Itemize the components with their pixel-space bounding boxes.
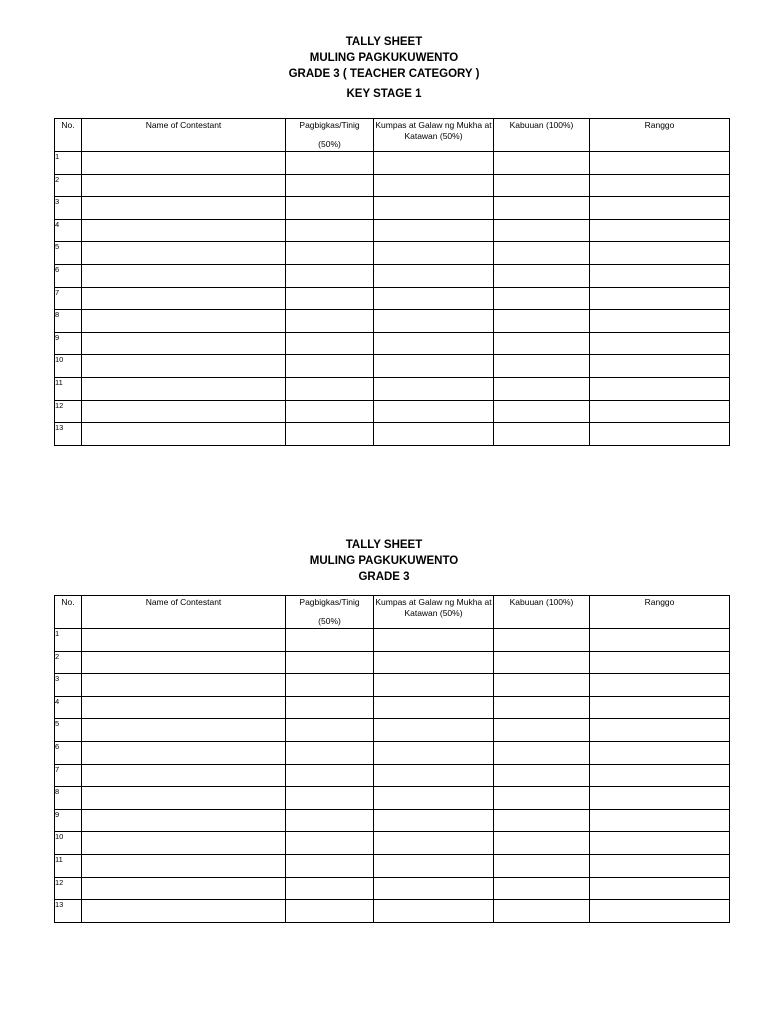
pagbigkas-score-cell[interactable] — [286, 197, 374, 220]
kumpas-score-cell[interactable] — [374, 877, 494, 900]
row-number: 4 — [55, 696, 82, 719]
pagbigkas-score-cell[interactable] — [286, 764, 374, 787]
kumpas-score-cell[interactable] — [374, 787, 494, 810]
pagbigkas-score-cell[interactable] — [286, 287, 374, 310]
kumpas-score-cell[interactable] — [374, 400, 494, 423]
table-row — [55, 900, 730, 923]
pagbigkas-score-cell[interactable] — [286, 674, 374, 697]
kabuuan-score-cell[interactable] — [494, 197, 590, 220]
kumpas-score-cell[interactable] — [374, 674, 494, 697]
kabuuan-score-cell[interactable] — [494, 832, 590, 855]
kumpas-score-cell[interactable] — [374, 900, 494, 923]
title-block — [0, 537, 768, 585]
tally-table — [54, 118, 730, 446]
kumpas-score-cell[interactable] — [374, 355, 494, 378]
pagbigkas-score-cell[interactable] — [286, 264, 374, 287]
pagbigkas-score-cell[interactable] — [286, 696, 374, 719]
contestant-name-cell[interactable] — [82, 219, 286, 242]
kabuuan-score-cell[interactable] — [494, 719, 590, 742]
header-pagbigkas-percent: (50%) — [318, 616, 341, 626]
ranggo-cell[interactable] — [590, 674, 730, 697]
ranggo-cell[interactable] — [590, 264, 730, 287]
grade-title: GRADE 3 — [358, 571, 410, 583]
table-row — [55, 832, 730, 855]
kabuuan-score-cell[interactable] — [494, 741, 590, 764]
ranggo-cell[interactable] — [590, 741, 730, 764]
header-pagbigkas-label: Pagbigkas/Tinig — [299, 597, 360, 607]
kumpas-score-cell[interactable] — [374, 287, 494, 310]
header-name-of-contestant: Name of Contestant — [82, 119, 286, 152]
contestant-name-cell[interactable] — [82, 651, 286, 674]
kabuuan-score-cell[interactable] — [494, 787, 590, 810]
row-number: 13 — [55, 900, 82, 923]
table-row — [55, 674, 730, 697]
pagbigkas-score-cell[interactable] — [286, 332, 374, 355]
ranggo-cell[interactable] — [590, 629, 730, 652]
kabuuan-score-cell[interactable] — [494, 152, 590, 175]
kabuuan-score-cell[interactable] — [494, 355, 590, 378]
tally-table — [54, 595, 730, 923]
ranggo-cell[interactable] — [590, 242, 730, 265]
contestant-name-cell[interactable] — [82, 400, 286, 423]
row-number: 3 — [55, 674, 82, 697]
pagbigkas-score-cell[interactable] — [286, 719, 374, 742]
contestant-name-cell[interactable] — [82, 197, 286, 220]
sheet-title: TALLY SHEET — [345, 539, 423, 551]
table-row — [55, 264, 730, 287]
row-number: 5 — [55, 719, 82, 742]
kabuuan-score-cell[interactable] — [494, 377, 590, 400]
ranggo-cell[interactable] — [590, 400, 730, 423]
table-row — [55, 377, 730, 400]
kumpas-score-cell[interactable] — [374, 764, 494, 787]
table-body — [55, 152, 730, 446]
contestant-name-cell[interactable] — [82, 152, 286, 175]
kumpas-score-cell[interactable] — [374, 741, 494, 764]
ranggo-cell[interactable] — [590, 877, 730, 900]
kumpas-score-cell[interactable] — [374, 854, 494, 877]
header-no: No. — [55, 596, 82, 629]
row-number: 10 — [55, 832, 82, 855]
row-number: 2 — [55, 651, 82, 674]
header-pagbigkas — [286, 119, 374, 152]
row-number: 6 — [55, 741, 82, 764]
contestant-name-cell[interactable] — [82, 696, 286, 719]
kumpas-score-cell[interactable] — [374, 719, 494, 742]
table-row — [55, 764, 730, 787]
table-row — [55, 696, 730, 719]
table-row — [55, 423, 730, 446]
kabuuan-score-cell[interactable] — [494, 674, 590, 697]
header-pagbigkas — [286, 596, 374, 629]
contestant-name-cell[interactable] — [82, 809, 286, 832]
contestant-name-cell[interactable] — [82, 310, 286, 333]
kumpas-score-cell[interactable] — [374, 197, 494, 220]
kabuuan-score-cell[interactable] — [494, 174, 590, 197]
kumpas-score-cell[interactable] — [374, 377, 494, 400]
row-number: 1 — [55, 152, 82, 175]
table-row — [55, 741, 730, 764]
row-number: 12 — [55, 877, 82, 900]
title-block — [0, 34, 768, 82]
table-row — [55, 242, 730, 265]
row-number: 9 — [55, 332, 82, 355]
header-pagbigkas-percent: (50%) — [318, 139, 341, 149]
pagbigkas-score-cell[interactable] — [286, 900, 374, 923]
contestant-name-cell[interactable] — [82, 832, 286, 855]
table-row — [55, 809, 730, 832]
table-body — [55, 629, 730, 923]
tally-sheet-1 — [0, 34, 768, 433]
row-number: 8 — [55, 310, 82, 333]
table-row — [55, 197, 730, 220]
ranggo-cell[interactable] — [590, 219, 730, 242]
header-name-of-contestant: Name of Contestant — [82, 596, 286, 629]
pagbigkas-score-cell[interactable] — [286, 877, 374, 900]
row-number: 11 — [55, 377, 82, 400]
pagbigkas-score-cell[interactable] — [286, 152, 374, 175]
kumpas-score-cell[interactable] — [374, 174, 494, 197]
kumpas-score-cell[interactable] — [374, 310, 494, 333]
ranggo-cell[interactable] — [590, 832, 730, 855]
table-row — [55, 355, 730, 378]
key-stage-label: KEY STAGE 1 — [346, 88, 422, 100]
table-row — [55, 854, 730, 877]
table-row — [55, 152, 730, 175]
pagbigkas-score-cell[interactable] — [286, 651, 374, 674]
kabuuan-score-cell[interactable] — [494, 696, 590, 719]
kabuuan-score-cell[interactable] — [494, 651, 590, 674]
row-number: 5 — [55, 242, 82, 265]
contestant-name-cell[interactable] — [82, 674, 286, 697]
pagbigkas-score-cell[interactable] — [286, 242, 374, 265]
ranggo-cell[interactable] — [590, 900, 730, 923]
table-row — [55, 877, 730, 900]
header-pagbigkas-label: Pagbigkas/Tinig — [299, 120, 360, 130]
kumpas-score-cell[interactable] — [374, 152, 494, 175]
contestant-name-cell[interactable] — [82, 741, 286, 764]
table-row — [55, 719, 730, 742]
kabuuan-score-cell[interactable] — [494, 764, 590, 787]
ranggo-cell[interactable] — [590, 310, 730, 333]
kabuuan-score-cell[interactable] — [494, 400, 590, 423]
row-number: 10 — [55, 355, 82, 378]
kabuuan-score-cell[interactable] — [494, 287, 590, 310]
table-row — [55, 787, 730, 810]
contestant-name-cell[interactable] — [82, 287, 286, 310]
table-row — [55, 287, 730, 310]
header-kumpas: Kumpas at Galaw ng Mukha at Katawan (50%) — [374, 119, 494, 152]
contestant-name-cell[interactable] — [82, 719, 286, 742]
ranggo-cell[interactable] — [590, 651, 730, 674]
pagbigkas-score-cell[interactable] — [286, 355, 374, 378]
row-number: 7 — [55, 287, 82, 310]
pagbigkas-score-cell[interactable] — [286, 310, 374, 333]
pagbigkas-score-cell[interactable] — [286, 400, 374, 423]
pagbigkas-score-cell[interactable] — [286, 629, 374, 652]
kabuuan-score-cell[interactable] — [494, 242, 590, 265]
row-number: 12 — [55, 400, 82, 423]
ranggo-cell[interactable] — [590, 696, 730, 719]
header-ranggo: Ranggo — [590, 596, 730, 629]
ranggo-cell[interactable] — [590, 287, 730, 310]
row-number: 1 — [55, 629, 82, 652]
contestant-name-cell[interactable] — [82, 242, 286, 265]
contestant-name-cell[interactable] — [82, 423, 286, 446]
kabuuan-score-cell[interactable] — [494, 854, 590, 877]
event-title: MULING PAGKUKUWENTO — [309, 555, 459, 567]
kabuuan-score-cell[interactable] — [494, 332, 590, 355]
kumpas-score-cell[interactable] — [374, 696, 494, 719]
pagbigkas-score-cell[interactable] — [286, 809, 374, 832]
header-row — [55, 119, 730, 152]
kabuuan-score-cell[interactable] — [494, 423, 590, 446]
table-row — [55, 174, 730, 197]
contestant-name-cell[interactable] — [82, 877, 286, 900]
pagbigkas-score-cell[interactable] — [286, 174, 374, 197]
ranggo-cell[interactable] — [590, 377, 730, 400]
contestant-name-cell[interactable] — [82, 174, 286, 197]
contestant-name-cell[interactable] — [82, 355, 286, 378]
table-row — [55, 219, 730, 242]
ranggo-cell[interactable] — [590, 174, 730, 197]
contestant-name-cell[interactable] — [82, 787, 286, 810]
kabuuan-score-cell[interactable] — [494, 877, 590, 900]
kabuuan-score-cell[interactable] — [494, 264, 590, 287]
contestant-name-cell[interactable] — [82, 854, 286, 877]
ranggo-cell[interactable] — [590, 152, 730, 175]
row-number: 8 — [55, 787, 82, 810]
header-row — [55, 596, 730, 629]
kumpas-score-cell[interactable] — [374, 629, 494, 652]
pagbigkas-score-cell[interactable] — [286, 787, 374, 810]
kumpas-score-cell[interactable] — [374, 264, 494, 287]
pagbigkas-score-cell[interactable] — [286, 219, 374, 242]
table-row — [55, 332, 730, 355]
ranggo-cell[interactable] — [590, 854, 730, 877]
contestant-name-cell[interactable] — [82, 264, 286, 287]
row-number: 4 — [55, 219, 82, 242]
kumpas-score-cell[interactable] — [374, 219, 494, 242]
pagbigkas-score-cell[interactable] — [286, 423, 374, 446]
table-row — [55, 310, 730, 333]
row-number: 7 — [55, 764, 82, 787]
contestant-name-cell[interactable] — [82, 900, 286, 923]
row-number: 6 — [55, 264, 82, 287]
kabuuan-score-cell[interactable] — [494, 219, 590, 242]
table-row — [55, 651, 730, 674]
header-kumpas: Kumpas at Galaw ng Mukha at Katawan (50%) — [374, 596, 494, 629]
row-number: 11 — [55, 854, 82, 877]
ranggo-cell[interactable] — [590, 355, 730, 378]
ranggo-cell[interactable] — [590, 787, 730, 810]
header-ranggo: Ranggo — [590, 119, 730, 152]
ranggo-cell[interactable] — [590, 764, 730, 787]
kabuuan-score-cell[interactable] — [494, 310, 590, 333]
kabuuan-score-cell[interactable] — [494, 629, 590, 652]
kumpas-score-cell[interactable] — [374, 832, 494, 855]
sheet-title: TALLY SHEET — [345, 36, 423, 48]
kumpas-score-cell[interactable] — [374, 423, 494, 446]
header-kabuuan: Kabuuan (100%) — [494, 119, 590, 152]
event-title: MULING PAGKUKUWENTO — [309, 52, 459, 64]
tally-sheet-2 — [0, 537, 768, 910]
grade-title: GRADE 3 ( TEACHER CATEGORY ) — [288, 68, 480, 80]
kumpas-score-cell[interactable] — [374, 651, 494, 674]
row-number: 9 — [55, 809, 82, 832]
header-kabuuan: Kabuuan (100%) — [494, 596, 590, 629]
ranggo-cell[interactable] — [590, 809, 730, 832]
row-number: 13 — [55, 423, 82, 446]
kumpas-score-cell[interactable] — [374, 809, 494, 832]
table-row — [55, 400, 730, 423]
header-no: No. — [55, 119, 82, 152]
pagbigkas-score-cell[interactable] — [286, 377, 374, 400]
contestant-name-cell[interactable] — [82, 764, 286, 787]
contestant-name-cell[interactable] — [82, 332, 286, 355]
row-number: 2 — [55, 174, 82, 197]
row-number: 3 — [55, 197, 82, 220]
table-row — [55, 629, 730, 652]
pagbigkas-score-cell[interactable] — [286, 854, 374, 877]
ranggo-cell[interactable] — [590, 719, 730, 742]
ranggo-cell[interactable] — [590, 332, 730, 355]
kabuuan-score-cell[interactable] — [494, 900, 590, 923]
contestant-name-cell[interactable] — [82, 629, 286, 652]
kumpas-score-cell[interactable] — [374, 242, 494, 265]
kumpas-score-cell[interactable] — [374, 332, 494, 355]
kabuuan-score-cell[interactable] — [494, 809, 590, 832]
ranggo-cell[interactable] — [590, 197, 730, 220]
contestant-name-cell[interactable] — [82, 377, 286, 400]
ranggo-cell[interactable] — [590, 423, 730, 446]
pagbigkas-score-cell[interactable] — [286, 741, 374, 764]
pagbigkas-score-cell[interactable] — [286, 832, 374, 855]
